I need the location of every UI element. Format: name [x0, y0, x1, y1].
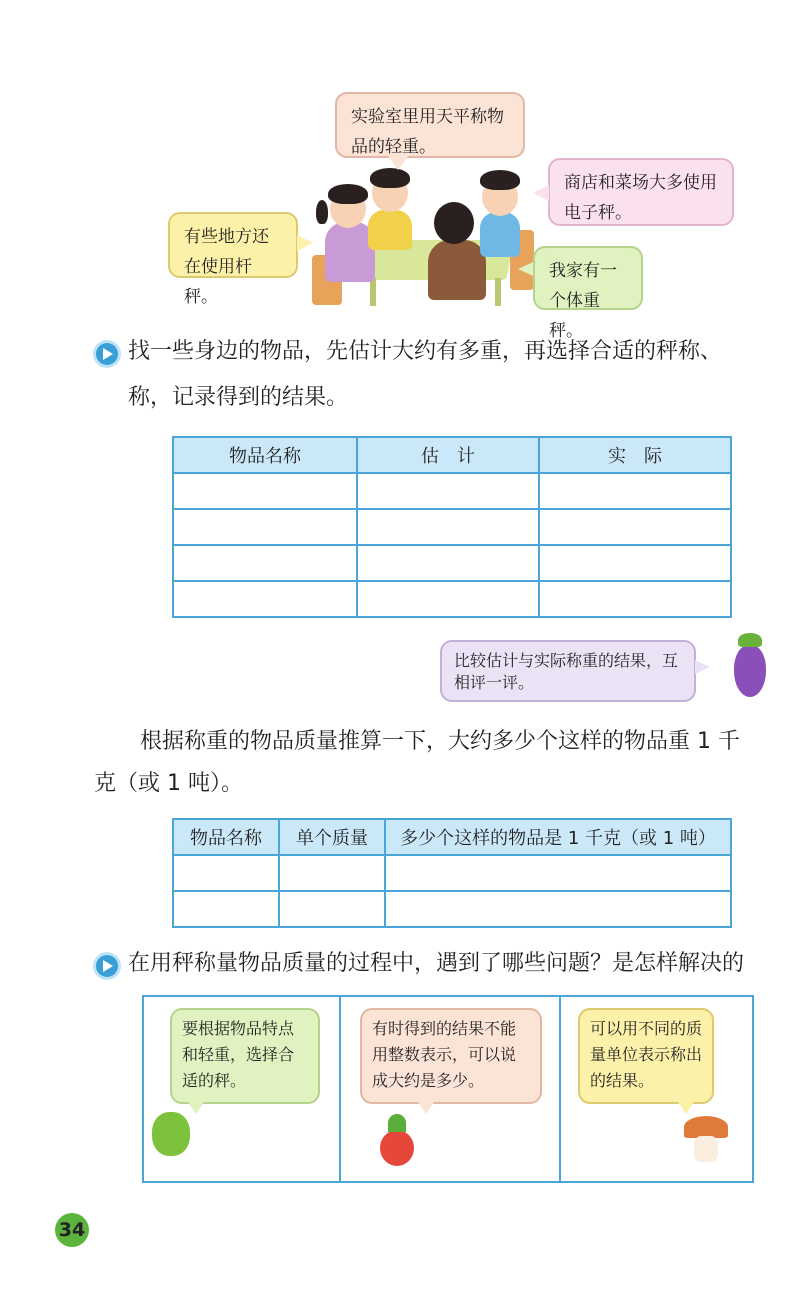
page-number: 34 — [55, 1213, 89, 1247]
table-header: 物品名称 — [173, 437, 357, 473]
table-header: 多少个这样的物品是 1 千克（或 1 吨） — [385, 819, 731, 855]
table-header: 物品名称 — [173, 819, 279, 855]
mushroom-mascot-icon — [684, 1116, 728, 1138]
speech-bubble-compare — [440, 640, 696, 702]
table-cell[interactable] — [357, 473, 539, 509]
speech-bubble-shop — [548, 158, 734, 226]
section1-line2: 称，记录得到的结果。 — [128, 385, 349, 410]
table-cell[interactable] — [357, 545, 539, 581]
table-cell[interactable] — [279, 855, 385, 891]
section2-line1: 根据称重的物品质量推算一下，大约多少个这样的物品重 1 千 — [140, 729, 740, 754]
speech-bubble-home — [533, 246, 643, 341]
bubble-compare-text: 比较估计与实际称重的结果，互相评一评。 — [454, 651, 679, 692]
tip-bubble-1 — [170, 1008, 320, 1104]
table-header: 估 计 — [357, 437, 539, 473]
table-cell[interactable] — [173, 545, 357, 581]
table-header: 单个质量 — [279, 819, 385, 855]
table-cell[interactable] — [279, 891, 385, 927]
table-header: 实 际 — [539, 437, 731, 473]
table-cell[interactable] — [539, 509, 731, 545]
section2-line2: 克（或 1 吨）。 — [94, 771, 243, 796]
table-cell[interactable] — [357, 581, 539, 617]
table-cell[interactable] — [385, 855, 731, 891]
table-cell[interactable] — [539, 545, 731, 581]
section1-line1: 找一些身边的物品，先估计大约有多重，再选择合适的秤称、 — [128, 339, 723, 364]
bubble-steelyard-text: 有些地方还在使用杆秤。 — [184, 227, 269, 307]
section-arrow-icon — [96, 955, 118, 977]
table-cell[interactable] — [173, 473, 357, 509]
kids-illustration — [300, 160, 540, 310]
table-cell[interactable] — [357, 509, 539, 545]
count-table — [172, 818, 732, 928]
bubble-lab-text: 实验室里用天平称物品的轻重。 — [351, 107, 504, 157]
table-cell[interactable] — [173, 855, 279, 891]
section-arrow-icon — [96, 343, 118, 365]
table-cell[interactable] — [385, 891, 731, 927]
eggplant-mascot-icon — [734, 645, 766, 697]
estimate-table — [172, 436, 732, 618]
radish-mascot-icon — [380, 1130, 414, 1166]
tip-text-2: 有时得到的结果不能用整数表示，可以说成大约是多少。 — [372, 1019, 517, 1090]
table-cell[interactable] — [173, 891, 279, 927]
tip-bubble-2 — [360, 1008, 542, 1104]
tip-text-3: 可以用不同的质量单位表示称出的结果。 — [590, 1019, 703, 1090]
speech-bubble-lab — [335, 92, 525, 158]
table-cell[interactable] — [539, 473, 731, 509]
pepper-mascot-icon — [152, 1112, 190, 1156]
table-cell[interactable] — [173, 581, 357, 617]
table-cell[interactable] — [173, 509, 357, 545]
bubble-shop-text: 商店和菜场大多使用电子秤。 — [564, 173, 717, 223]
section3-line1: 在用秤称量物品质量的过程中，遇到了哪些问题？是怎样解决的 — [128, 951, 745, 976]
tip-bubble-3 — [578, 1008, 714, 1104]
table-cell[interactable] — [539, 581, 731, 617]
tip-text-1: 要根据物品特点和轻重，选择合适的秤。 — [182, 1019, 295, 1090]
bubble-home-text: 我家有一个体重秤。 — [549, 261, 617, 341]
speech-bubble-steelyard — [168, 212, 298, 307]
